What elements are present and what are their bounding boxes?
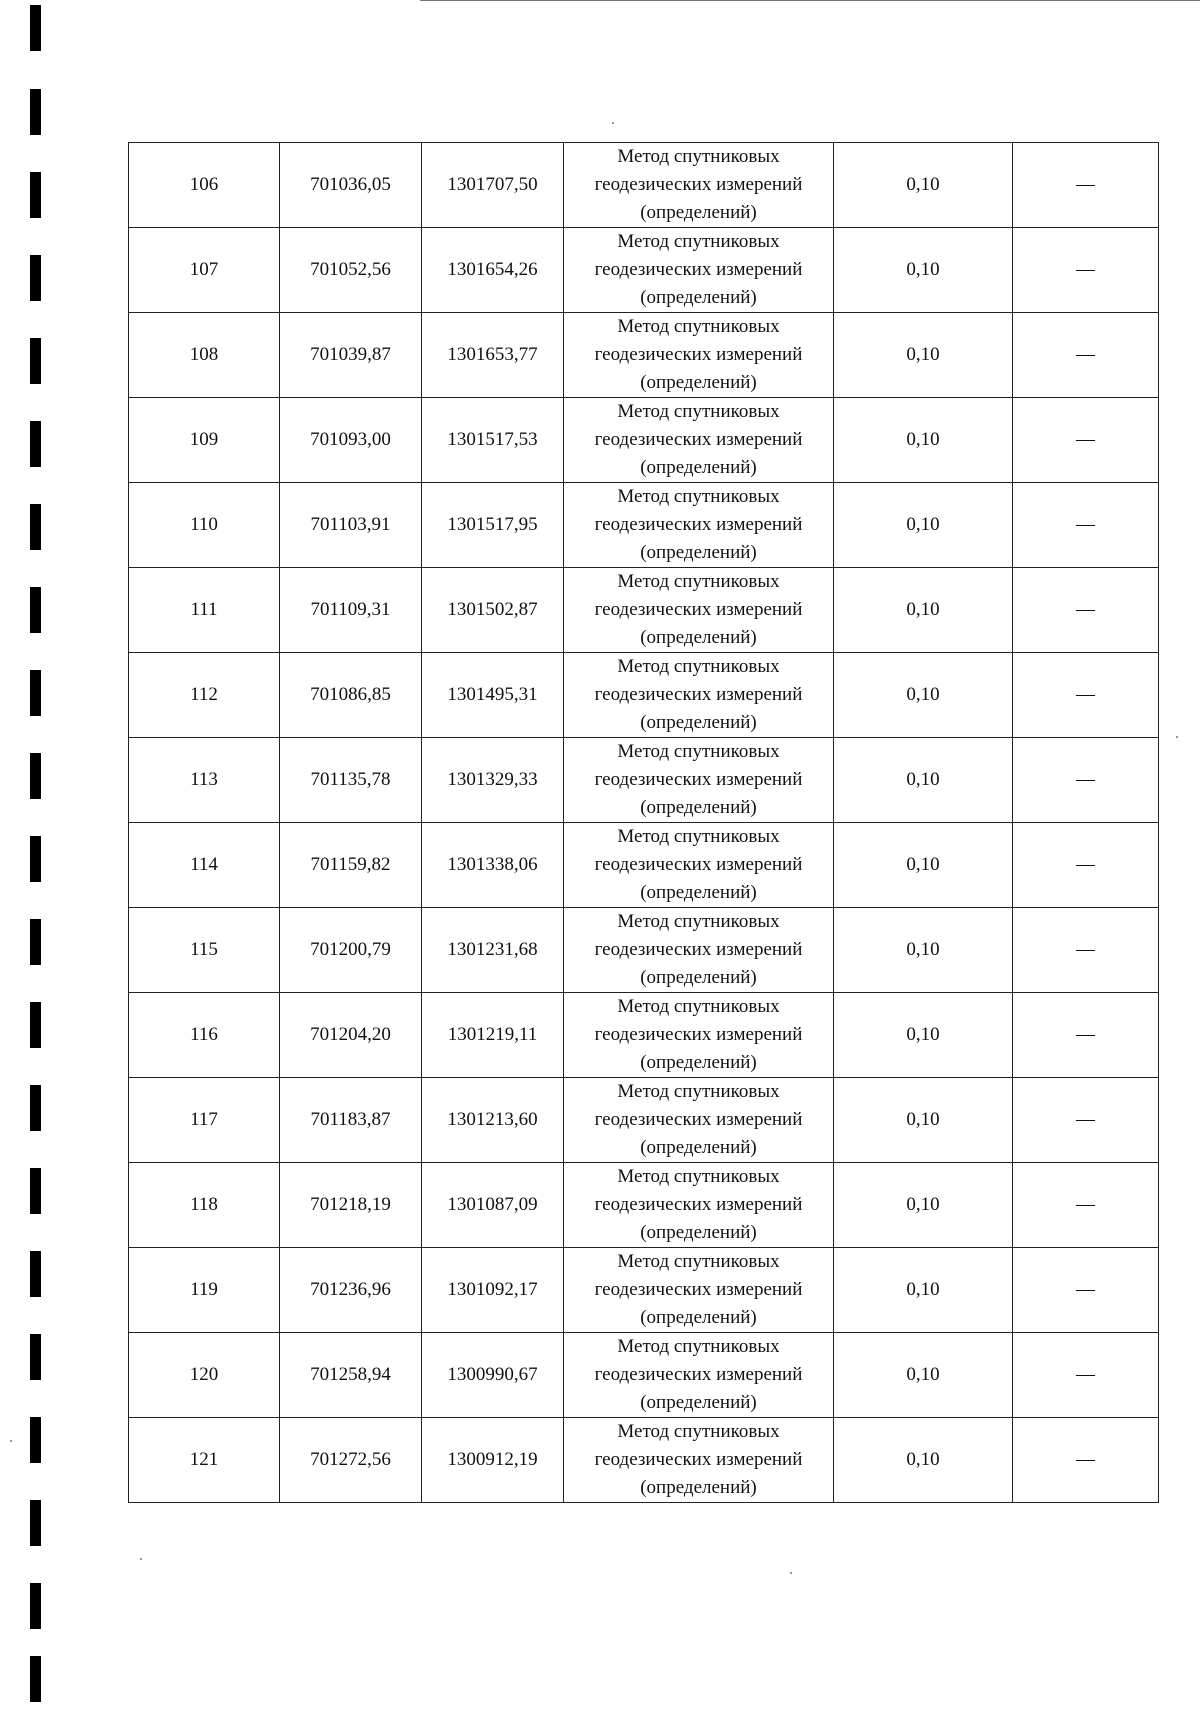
description-text: — [1076, 1024, 1095, 1045]
binding-mark [30, 587, 41, 633]
accuracy-text: 0,10 [906, 939, 940, 960]
point-number-cell [129, 738, 280, 823]
x-coordinate-text: 701093,00 [310, 429, 391, 450]
binding-mark [30, 338, 41, 384]
accuracy-text: 0,10 [906, 1364, 940, 1385]
method-cell [564, 1078, 834, 1163]
accuracy-text: 0,10 [906, 599, 940, 620]
description-cell [1013, 993, 1159, 1078]
y-coordinate-cell [422, 823, 564, 908]
y-coordinate-text: 1301495,31 [447, 684, 538, 705]
description-text: — [1076, 429, 1095, 450]
binding-mark [30, 919, 41, 965]
method-cell [564, 823, 834, 908]
y-coordinate-text: 1301231,68 [447, 939, 538, 960]
description-text: — [1076, 939, 1095, 960]
accuracy-text: 0,10 [906, 429, 940, 450]
description-cell [1013, 1163, 1159, 1248]
binding-mark [30, 1583, 41, 1629]
method-text: Метод спутниковых геодезических измерений (определений) [594, 1421, 803, 1498]
x-coordinate-cell [280, 568, 422, 653]
accuracy-cell [834, 823, 1013, 908]
binding-mark [30, 504, 41, 550]
description-text: — [1076, 1364, 1095, 1385]
x-coordinate-cell [280, 908, 422, 993]
x-coordinate-cell [280, 1248, 422, 1333]
x-coordinate-text: 701109,31 [310, 599, 391, 620]
description-cell [1013, 653, 1159, 738]
description-text: — [1076, 1449, 1095, 1470]
point-number-text: 110 [190, 514, 218, 535]
binding-mark [30, 5, 41, 51]
y-coordinate-text: 1301329,33 [447, 769, 538, 790]
y-coordinate-text: 1300990,67 [447, 1364, 538, 1385]
table-row [129, 228, 1159, 313]
method-text: Метод спутниковых геодезических измерений (определений) [594, 826, 803, 903]
accuracy-cell [834, 1333, 1013, 1418]
accuracy-cell [834, 143, 1013, 228]
point-number-text: 112 [190, 684, 218, 705]
accuracy-text: 0,10 [906, 1449, 940, 1470]
binding-mark [30, 1500, 41, 1546]
x-coordinate-text: 701039,87 [310, 344, 391, 365]
x-coordinate-text: 701272,56 [310, 1449, 391, 1470]
description-cell [1013, 1078, 1159, 1163]
point-number-cell [129, 228, 280, 313]
x-coordinate-text: 701135,78 [310, 769, 391, 790]
accuracy-text: 0,10 [906, 1279, 940, 1300]
point-number-text: 121 [189, 1449, 219, 1470]
accuracy-text: 0,10 [906, 514, 940, 535]
point-number-cell [129, 313, 280, 398]
scan-speck [140, 1558, 142, 1560]
table-row [129, 653, 1159, 738]
method-text: Метод спутниковых геодезических измерений (определений) [594, 1081, 803, 1158]
point-number-text: 116 [190, 1024, 218, 1045]
description-text: — [1076, 854, 1095, 875]
point-number-text: 120 [189, 1364, 219, 1385]
x-coordinate-cell [280, 738, 422, 823]
point-number-cell [129, 1333, 280, 1418]
accuracy-text: 0,10 [906, 1024, 940, 1045]
y-coordinate-cell [422, 1333, 564, 1418]
point-number-text: 113 [190, 769, 218, 790]
binding-mark [30, 1002, 41, 1048]
point-number-cell [129, 568, 280, 653]
accuracy-cell [834, 483, 1013, 568]
x-coordinate-cell [280, 993, 422, 1078]
accuracy-cell [834, 1418, 1013, 1503]
scan-speck [612, 122, 614, 124]
x-coordinate-text: 701204,20 [310, 1024, 391, 1045]
description-cell [1013, 398, 1159, 483]
point-number-text: 106 [189, 174, 219, 195]
x-coordinate-text: 701086,85 [310, 684, 391, 705]
binding-mark [30, 1656, 41, 1702]
y-coordinate-cell [422, 738, 564, 823]
table-row [129, 1418, 1159, 1503]
y-coordinate-text: 1300912,19 [447, 1449, 538, 1470]
y-coordinate-text: 1301219,11 [447, 1024, 538, 1045]
description-cell [1013, 313, 1159, 398]
method-cell [564, 1418, 834, 1503]
x-coordinate-cell [280, 823, 422, 908]
description-cell [1013, 1248, 1159, 1333]
point-number-cell [129, 398, 280, 483]
point-number-text: 111 [190, 599, 218, 620]
method-cell [564, 228, 834, 313]
scan-top-edge-line [420, 0, 1200, 1]
accuracy-cell [834, 993, 1013, 1078]
description-cell [1013, 823, 1159, 908]
method-text: Метод спутниковых геодезических измерений (определений) [594, 1251, 803, 1328]
x-coordinate-cell [280, 1418, 422, 1503]
y-coordinate-cell [422, 313, 564, 398]
method-cell [564, 398, 834, 483]
method-text: Метод спутниковых геодезических измерений (определений) [594, 146, 803, 223]
accuracy-cell [834, 1248, 1013, 1333]
table-row [129, 143, 1159, 228]
table-row [129, 1333, 1159, 1418]
accuracy-text: 0,10 [906, 1194, 940, 1215]
accuracy-text: 0,10 [906, 684, 940, 705]
table-row [129, 1248, 1159, 1333]
point-number-text: 115 [190, 939, 218, 960]
description-cell [1013, 738, 1159, 823]
y-coordinate-cell [422, 568, 564, 653]
description-text: — [1076, 769, 1095, 790]
point-number-text: 107 [189, 259, 219, 280]
point-number-cell [129, 823, 280, 908]
table-row [129, 483, 1159, 568]
table-row [129, 823, 1159, 908]
y-coordinate-cell [422, 1418, 564, 1503]
binding-mark [30, 255, 41, 301]
description-text: — [1076, 344, 1095, 365]
description-text: — [1076, 1279, 1095, 1300]
description-text: — [1076, 259, 1095, 280]
y-coordinate-cell [422, 228, 564, 313]
scan-speck [10, 1440, 12, 1442]
x-coordinate-text: 701258,94 [310, 1364, 391, 1385]
method-cell [564, 993, 834, 1078]
accuracy-text: 0,10 [906, 344, 940, 365]
table-row [129, 1078, 1159, 1163]
point-number-cell [129, 993, 280, 1078]
method-text: Метод спутниковых геодезических измерений (определений) [594, 741, 803, 818]
y-coordinate-cell [422, 143, 564, 228]
y-coordinate-cell [422, 398, 564, 483]
x-coordinate-text: 701036,05 [310, 174, 391, 195]
binding-mark [30, 836, 41, 882]
x-coordinate-cell [280, 398, 422, 483]
method-text: Метод спутниковых геодезических измерений (определений) [594, 911, 803, 988]
x-coordinate-text: 701183,87 [310, 1109, 391, 1130]
y-coordinate-cell [422, 653, 564, 738]
point-number-cell [129, 1248, 280, 1333]
x-coordinate-text: 701200,79 [310, 939, 391, 960]
point-number-cell [129, 1078, 280, 1163]
y-coordinate-cell [422, 1163, 564, 1248]
point-number-cell [129, 483, 280, 568]
description-text: — [1076, 1109, 1095, 1130]
accuracy-cell [834, 568, 1013, 653]
accuracy-cell [834, 398, 1013, 483]
y-coordinate-cell [422, 483, 564, 568]
y-coordinate-text: 1301092,17 [447, 1279, 538, 1300]
method-text: Метод спутниковых геодезических измерений (определений) [594, 401, 803, 478]
point-number-text: 117 [190, 1109, 218, 1130]
point-number-cell [129, 1163, 280, 1248]
description-text: — [1076, 514, 1095, 535]
binding-mark [30, 1251, 41, 1297]
method-cell [564, 653, 834, 738]
table-row [129, 908, 1159, 993]
method-text: Метод спутниковых геодезических измерений (определений) [594, 316, 803, 393]
table-row [129, 313, 1159, 398]
point-number-text: 119 [190, 1279, 218, 1300]
description-text: — [1076, 174, 1095, 195]
accuracy-text: 0,10 [906, 1109, 940, 1130]
y-coordinate-cell [422, 993, 564, 1078]
y-coordinate-text: 1301087,09 [447, 1194, 538, 1215]
x-coordinate-text: 701159,82 [310, 854, 391, 875]
y-coordinate-text: 1301653,77 [447, 344, 538, 365]
point-number-cell [129, 143, 280, 228]
coordinates-table-body [129, 143, 1159, 1503]
scan-speck [790, 1572, 792, 1574]
accuracy-cell [834, 1163, 1013, 1248]
table-row [129, 993, 1159, 1078]
method-cell [564, 908, 834, 993]
method-cell [564, 483, 834, 568]
coordinates-table [128, 142, 1159, 1503]
method-cell [564, 313, 834, 398]
binding-mark [30, 1168, 41, 1214]
x-coordinate-cell [280, 1163, 422, 1248]
binding-mark [30, 753, 41, 799]
method-cell [564, 1333, 834, 1418]
y-coordinate-text: 1301707,50 [447, 174, 538, 195]
description-text: — [1076, 684, 1095, 705]
scan-speck [1176, 736, 1178, 738]
description-cell [1013, 483, 1159, 568]
table-row [129, 738, 1159, 823]
x-coordinate-cell [280, 313, 422, 398]
y-coordinate-cell [422, 908, 564, 993]
y-coordinate-text: 1301502,87 [447, 599, 538, 620]
accuracy-text: 0,10 [906, 174, 940, 195]
description-cell [1013, 1418, 1159, 1503]
method-text: Метод спутниковых геодезических измерений (определений) [594, 996, 803, 1073]
binding-mark [30, 421, 41, 467]
x-coordinate-text: 701236,96 [310, 1279, 391, 1300]
x-coordinate-cell [280, 228, 422, 313]
accuracy-cell [834, 738, 1013, 823]
y-coordinate-text: 1301517,53 [447, 429, 538, 450]
binding-mark [30, 1417, 41, 1463]
accuracy-text: 0,10 [906, 769, 940, 790]
description-cell [1013, 143, 1159, 228]
x-coordinate-cell [280, 653, 422, 738]
accuracy-cell [834, 908, 1013, 993]
point-number-cell [129, 653, 280, 738]
method-text: Метод спутниковых геодезических измерений (определений) [594, 1336, 803, 1413]
method-text: Метод спутниковых геодезических измерений (определений) [594, 571, 803, 648]
table-row [129, 398, 1159, 483]
binding-mark [30, 1085, 41, 1131]
method-cell [564, 1163, 834, 1248]
accuracy-text: 0,10 [906, 259, 940, 280]
method-text: Метод спутниковых геодезических измерений (определений) [594, 486, 803, 563]
method-cell [564, 143, 834, 228]
x-coordinate-cell [280, 1078, 422, 1163]
table-row [129, 568, 1159, 653]
y-coordinate-text: 1301517,95 [447, 514, 538, 535]
x-coordinate-text: 701103,91 [310, 514, 391, 535]
y-coordinate-text: 1301213,60 [447, 1109, 538, 1130]
accuracy-cell [834, 228, 1013, 313]
table-row [129, 1163, 1159, 1248]
point-number-cell [129, 908, 280, 993]
x-coordinate-cell [280, 1333, 422, 1418]
binding-marks [30, 0, 42, 1710]
accuracy-text: 0,10 [906, 854, 940, 875]
method-cell [564, 568, 834, 653]
method-text: Метод спутниковых геодезических измерений (определений) [594, 656, 803, 733]
point-number-cell [129, 1418, 280, 1503]
accuracy-cell [834, 1078, 1013, 1163]
y-coordinate-cell [422, 1248, 564, 1333]
description-cell [1013, 1333, 1159, 1418]
description-cell [1013, 908, 1159, 993]
accuracy-cell [834, 653, 1013, 738]
x-coordinate-text: 701218,19 [310, 1194, 391, 1215]
point-number-text: 108 [189, 344, 219, 365]
y-coordinate-cell [422, 1078, 564, 1163]
method-cell [564, 1248, 834, 1333]
binding-mark [30, 172, 41, 218]
description-cell [1013, 228, 1159, 313]
method-text: Метод спутниковых геодезических измерений (определений) [594, 231, 803, 308]
y-coordinate-text: 1301654,26 [447, 259, 538, 280]
point-number-text: 118 [190, 1194, 218, 1215]
binding-mark [30, 1334, 41, 1380]
binding-mark [30, 670, 41, 716]
point-number-text: 114 [190, 854, 218, 875]
description-text: — [1076, 1194, 1095, 1215]
method-cell [564, 738, 834, 823]
point-number-text: 109 [189, 429, 219, 450]
description-text: — [1076, 599, 1095, 620]
method-text: Метод спутниковых геодезических измерений (определений) [594, 1166, 803, 1243]
x-coordinate-cell [280, 143, 422, 228]
x-coordinate-cell [280, 483, 422, 568]
accuracy-cell [834, 313, 1013, 398]
y-coordinate-text: 1301338,06 [447, 854, 538, 875]
x-coordinate-text: 701052,56 [310, 259, 391, 280]
description-cell [1013, 568, 1159, 653]
binding-mark [30, 89, 41, 135]
